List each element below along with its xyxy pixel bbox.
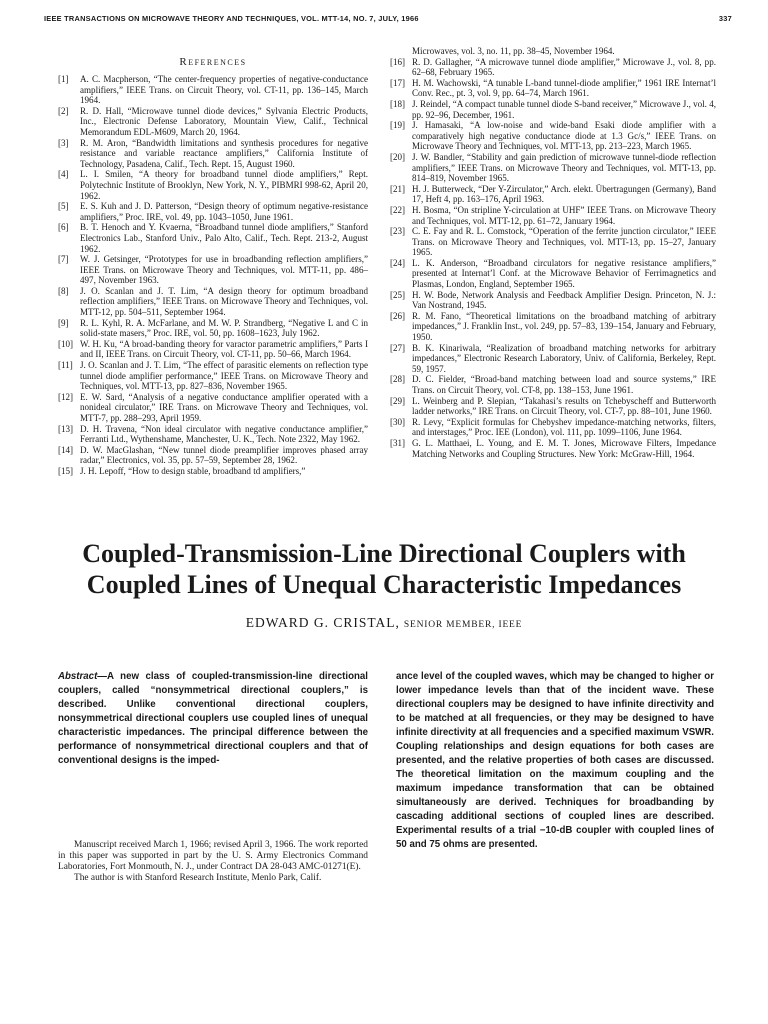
references-heading: References	[179, 56, 247, 68]
reference-text: H. M. Wachowski, “A tunable L-band tunnel-diode amplifier,” 1961 IRE Internat’l Conv. Rec., pt. 3, vol. 9, pp. 64–74, March 1961.	[412, 77, 716, 99]
article-title	[30, 538, 738, 600]
reference-text: L. Weinberg and P. Slepian, “Takahasi’s results on Tchebyscheff and Butterworth ladder networks,” IRE Trans. on Circuit Theory, vol. CT-7, pp. 88–101, June 1960.	[412, 395, 716, 417]
reference-text: R. D. Hall, “Microwave tunnel diode devices,” Sylvania Electric Products, Inc., Electronic Defense Laboratory, Mountain View, Calif., Technical Memorandum EDL-M609, March 20, 1964.	[80, 105, 368, 137]
reference-text: C. E. Fay and R. L. Comstock, “Operation of the ferrite junction circulator,” IEEE Trans. on Microwave Theory and Techniques, vol. MTT-13, pp. 15–27, January 1965.	[412, 226, 716, 258]
reference-item	[390, 46, 716, 57]
reference-number: [4]	[58, 169, 69, 180]
reference-number: [12]	[58, 391, 74, 402]
reference-text: J. W. Bandler, “Stability and gain prediction of microwave tunnel-diode reflection amplifiers,” IEEE Trans. on Microwave Theory and Techniques, vol. MTT-13, pp. 814–819, November 1965.	[412, 151, 716, 184]
reference-text: R. L. Kyhl, R. A. McFarlane, and M. W. P. Strandberg, “Negative L and C in solid-state masers,” Proc. IRE, vol. 50, pp. 1608–1623, July 1962.	[80, 317, 368, 339]
abstract-text-part-2: ance level of the coupled waves, which may be changed to higher or lower impedance levels than that of the incident wave. These directional couplers may be designed to have infinite directivity and to be matched at all frequencies, or they may be designed to have infinite directivity at all frequencies and a specified maximum VSWR. Coupling relationships and design equations for both cases are presented, and the relative properties of both cases are discussed. The theoretical limitation on the maximum coupling and the maximum impedance transformation that can be obtained simultaneously are derived. Techniques for broadbanding by cascading additional sections of coupled lines are described. Experimental results of a trial −10-dB coupler with coupled lines of 50 and 75 ohms are presented.	[396, 671, 714, 850]
reference-number: [16]	[390, 56, 406, 67]
reference-item	[58, 201, 368, 222]
reference-text: J. O. Scanlan and J. T. Lim, “The effect of parasitic elements on reflection type tunnel diode amplifier performance,” IEEE Trans. on Microwave Theory and Techniques, vol. MTT-13, pp. 827–836, November 1965.	[80, 360, 368, 392]
reference-number: [6]	[58, 222, 69, 233]
reference-item	[390, 290, 716, 311]
reference-number: [5]	[58, 201, 69, 212]
reference-item	[58, 445, 368, 466]
reference-text: J. O. Scanlan and J. T. Lim, “A design theory for optimum broadband reflection amplifiers,” IEEE Trans. on Microwave Theory and Techniques, vol. MTT-12, pp. 504–511, September 1964.	[80, 285, 368, 318]
reference-number: [22]	[390, 204, 406, 215]
reference-text: H. W. Bode, Network Analysis and Feedback Amplifier Design. Princeton, N. J.: Van Nostrand, 1945.	[412, 289, 716, 311]
reference-item	[58, 138, 368, 170]
abstract-label: Abstract—	[58, 671, 107, 682]
reference-number: [11]	[58, 360, 73, 371]
reference-text: J. Reindel, “A compact tunable tunnel diode S-band receiver,” Microwave J., vol. 4, pp. 92–96, December, 1961.	[412, 98, 716, 120]
reference-text: R. D. Gallagher, “A microwave tunnel diode amplifier,” Microwave J., vol. 8, pp. 62–68, February 1965.	[412, 56, 716, 78]
reference-item	[58, 286, 368, 318]
reference-text: B. K. Kinariwala, “Realization of broadband matching networks for arbitrary impedances,” Electronic Research Laboratory, Univ. of California, Berkeley, Rept. 59, 1957.	[412, 342, 716, 374]
references-column-right	[390, 46, 716, 459]
reference-item	[58, 360, 368, 392]
reference-text: A. C. Macpherson, “The center-frequency properties of negative-conductance amplifiers,” IEEE Trans. on Circuit Theory, vol. CT-11, pp. 136–145, March 1964.	[80, 74, 368, 106]
reference-item	[390, 438, 716, 459]
reference-number: [25]	[390, 289, 406, 300]
reference-number: [14]	[58, 444, 74, 455]
reference-number: [29]	[390, 395, 406, 406]
reference-number: [2]	[58, 105, 69, 116]
abstract-text-part-1: A new class of coupled-transmission-line directional couplers, called “nonsymmetrical directional couplers,” is described. Unlike conventional directional couplers, nonsymmetrical directional couplers use coupled lines of unequal characteristic impedances. The principal difference between the performance of nonsymmetrical directional couplers and that of conventional designs is the imped-	[58, 671, 368, 766]
author-name: EDWARD G. CRISTAL,	[245, 615, 400, 630]
footnote	[58, 840, 368, 884]
reference-text: L. I. Smilen, “A theory for broadband tunnel diode amplifiers,” Rept. Polytechnic Institute of Brooklyn, New York, N. Y., PIBMRI 998-62, April 20, 1962.	[80, 169, 368, 201]
reference-item	[390, 417, 716, 438]
reference-number: [1]	[58, 74, 69, 84]
reference-number: [8]	[58, 285, 69, 296]
reference-text: J. H. Lepoff, “How to design stable, broadband td amplifiers,”	[80, 465, 306, 476]
reference-text: R. M. Aron, “Bandwidth limitations and synthesis procedures for negative resistance and variable reactance amplifiers,” California Institute of Technology, Pasadena, Calif., Tech. Rept. 15, August 1960.	[80, 137, 368, 169]
reference-item	[58, 74, 368, 106]
reference-number: [28]	[390, 374, 406, 385]
reference-number: [17]	[390, 77, 406, 88]
reference-text: R. M. Fano, “Theoretical limitations on the broadband matching of arbitrary impedances,” J. Franklin Inst., vol. 249, pp. 57–83, 139–154, January and February, 1950.	[412, 310, 716, 343]
reference-item	[390, 311, 716, 343]
reference-item	[390, 120, 716, 152]
reference-item	[58, 254, 368, 286]
reference-text: H. Bosma, “On stripline Y-circulation at UHF” IEEE Trans. on Microwave Theory and Techniques, vol. MTT-12, pp. 61–72, January 1964.	[412, 204, 716, 226]
reference-text: E. S. Kuh and J. D. Patterson, “Design theory of optimum negative-resistance amplifiers,” Proc. IRE, vol. 49, pp. 1043–1050, June 1961.	[80, 201, 368, 222]
reference-number: [20]	[390, 151, 406, 162]
reference-number: [21]	[390, 183, 406, 194]
reference-item	[58, 466, 368, 477]
reference-text: W. J. Getsinger, “Prototypes for use in broadbanding reflection amplifiers,” IEEE Trans. on Microwave Theory and Techniques, vol. MTT-11, pp. 486–497, November 1963.	[80, 254, 368, 286]
footnote-manuscript: Manuscript received March 1, 1966; revised April 3, 1966. The work reported in this paper was supported in part by the U. S. Army Electronics Command Laboratories, Fort Monmouth, N. J., under Contract DA 28-043 AMC-01271(E).	[58, 840, 368, 872]
reference-number: [9]	[58, 317, 69, 328]
reference-item	[58, 222, 368, 254]
reference-item	[390, 184, 716, 205]
reference-text: W. H. Ku, “A broad-banding theory for varactor parametric amplifiers,” Parts I and II, IEEE Trans. on Circuit Theory, vol. CT-11, pp. 50–66, March 1964.	[80, 338, 368, 360]
reference-text: L. K. Anderson, “Broadband circulators for negative resistance amplifiers,” presented at Internat’l Conf. at the Microwave Behavior of Ferrimagnetics and Plasmas, London, England, September 1965.	[412, 257, 716, 290]
reference-item	[390, 152, 716, 184]
reference-list-left	[58, 74, 368, 477]
reference-text: B. T. Henoch and Y. Kvaerna, “Broadband tunnel diode amplifiers,” Stanford Electronics Lab., Stanford Univ., Palo Alto, Calif., Tech. Rept. 213-2, August 1962.	[80, 222, 368, 254]
reference-item	[58, 169, 368, 201]
reference-number: [15]	[58, 465, 74, 476]
reference-number: [19]	[390, 120, 406, 131]
reference-number: [18]	[390, 98, 406, 109]
reference-text: Microwaves, vol. 3, no. 11, pp. 38–45, November 1964.	[412, 46, 615, 56]
reference-number: [23]	[390, 226, 406, 237]
reference-text: D. C. Fielder, “Broad-band matching between load and source systems,” IRE Trans. on Circuit Theory, vol. CT-8, pp. 138–153, June 1961.	[412, 374, 716, 395]
running-header	[44, 14, 732, 30]
reference-item	[58, 424, 368, 445]
reference-number: [7]	[58, 254, 69, 265]
reference-list-right	[390, 46, 716, 459]
reference-number: [10]	[58, 338, 74, 349]
reference-number: [31]	[390, 437, 406, 448]
abstract-column-left	[58, 670, 368, 768]
reference-item	[390, 396, 716, 417]
article-title-line-2: Coupled Lines of Unequal Characteristic Impedances	[86, 570, 682, 599]
reference-item	[390, 205, 716, 226]
reference-text: G. L. Matthaei, L. Young, and E. M. T. Jones, Microwave Filters, Impedance Matching Networks and Coupling Structures. New York: McGraw-Hill, 1964.	[412, 437, 716, 459]
reference-item	[390, 57, 716, 78]
journal-citation: IEEE TRANSACTIONS ON MICROWAVE THEORY AND TECHNIQUES, VOL. MTT-14, NO. 7, JULY, 1966	[44, 14, 419, 23]
reference-text: D. W. MacGlashan, “New tunnel diode preamplifier improves phased array radar,” Electronics, vol. 35, pp. 57–59, September 28, 1962.	[80, 444, 368, 466]
reference-item	[58, 106, 368, 138]
reference-item	[58, 392, 368, 424]
reference-item	[58, 339, 368, 360]
references-column-left	[58, 46, 368, 477]
article-title-line-1: Coupled-Transmission-Line Directional Couplers with	[82, 539, 686, 568]
reference-item	[390, 343, 716, 375]
reference-number: [3]	[58, 137, 69, 148]
reference-text: H. J. Butterweck, “Der Y-Zirculator,” Arch. elekt. Übertragungen (Germany), Band 17, Heft 4, pp. 163–176, April 1963.	[412, 183, 716, 205]
reference-item	[390, 374, 716, 395]
reference-number: [13]	[58, 423, 74, 434]
author-line	[30, 615, 738, 631]
reference-item	[58, 318, 368, 339]
reference-number: [24]	[390, 257, 406, 268]
author-membership: SENIOR MEMBER, IEEE	[403, 620, 523, 630]
reference-text: D. H. Travena, “Non ideal circulator with negative conductance amplifier,” Ferranti Ltd., Wythenshame, Manchester, U. K., Tech. Note 2322, May 1962.	[80, 423, 368, 445]
footnote-affiliation: The author is with Stanford Research Institute, Menlo Park, Calif.	[74, 873, 322, 883]
reference-number: [30]	[390, 416, 406, 427]
page-number: 337	[718, 14, 732, 23]
reference-number: [27]	[390, 342, 406, 353]
reference-item	[390, 258, 716, 290]
reference-item	[390, 99, 716, 120]
abstract-column-right	[396, 670, 714, 852]
reference-text: R. Levy, “Explicit formulas for Chebyshev impedance-matching networks, filters, and interstages,” Proc. IEE (London), vol. 111, pp. 1099–1106, June 1964.	[412, 416, 716, 438]
reference-text: J. Hamasaki, “A low-noise and wide-band Esaki diode amplifier with a comparatively high negative conductance diode at 1.3 Gc/s,” IEEE Trans. on Microwave Theory and Techniques, vol. MTT-13, pp. 213–223, March 1965.	[412, 120, 716, 152]
reference-text: E. W. Sard, “Analysis of a negative conductance amplifier operated with a nonideal circulator,” IRE Trans. on Microwave Theory and Techniques, vol. MTT-7, pp. 288–293, April 1959.	[80, 391, 368, 423]
reference-item	[390, 226, 716, 258]
reference-number: [26]	[390, 310, 406, 321]
reference-item	[390, 78, 716, 99]
